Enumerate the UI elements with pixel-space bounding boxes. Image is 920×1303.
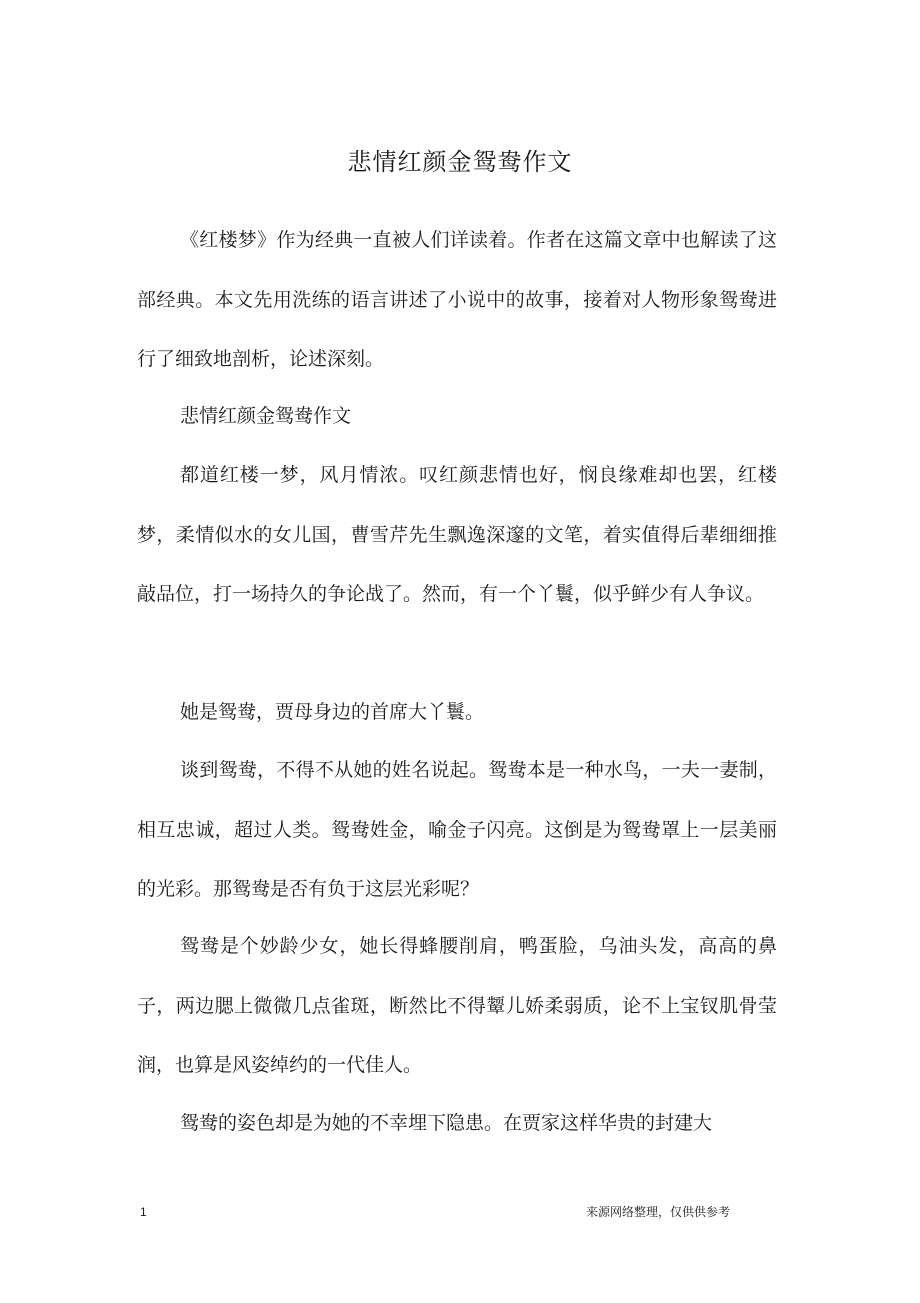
- paragraph-body: 谈到鸳鸯，不得不从她的姓名说起。鸳鸯本是一种水鸟，一夫一妻制，相互忠诚，超过人类。鸳鸯姓金，喻金子闪亮。这倒是为鸳鸯罩上一层美丽的光彩。那鸳鸯是否有负于这层光彩呢？: [137, 759, 777, 900]
- paragraph-body: 她是鸳鸯，贾母身边的首席大丫鬟。: [180, 701, 485, 723]
- page-number: 1: [140, 1205, 147, 1219]
- paragraph-subtitle: 悲情红颜金鸳鸯作文: [180, 405, 352, 427]
- paragraph-intro: 《红楼梦》作为经典一直被人们详读着。作者在这篇文章中也解读了这部经典。本文先用洗练的语言讲述了小说中的故事，接着对人物形象鸳鸯进行了细致地剖析，论述深刻。: [137, 229, 777, 370]
- paragraph-body: 鸳鸯是个妙龄少女，她长得蜂腰削肩，鸭蛋脸，乌油头发，高高的鼻子，两边腮上微微几点雀斑，断然比不得颦儿娇柔弱质，论不上宝钗肌骨莹润，也算是风姿绰约的一代佳人。: [137, 935, 777, 1076]
- paragraph-body: 鸳鸯的姿色却是为她的不幸埋下隐患。在贾家这样华贵的封建大: [180, 1112, 713, 1134]
- document-title: 悲情红颜金鸳鸯作文: [347, 148, 573, 176]
- paragraph-body: 都道红楼一梦，风月情浓。叹红颜悲情也好，悯良缘难却也罢，红楼梦，柔情似水的女儿国，曹雪芹先生飘逸深邃的文笔，着实值得后辈细细推敲品位，打一场持久的争论战了。然而，有一个丫鬟，似乎鲜少有人争议。: [137, 464, 777, 605]
- footer-note: 来源网络整理，仅供供参考: [585, 1205, 730, 1219]
